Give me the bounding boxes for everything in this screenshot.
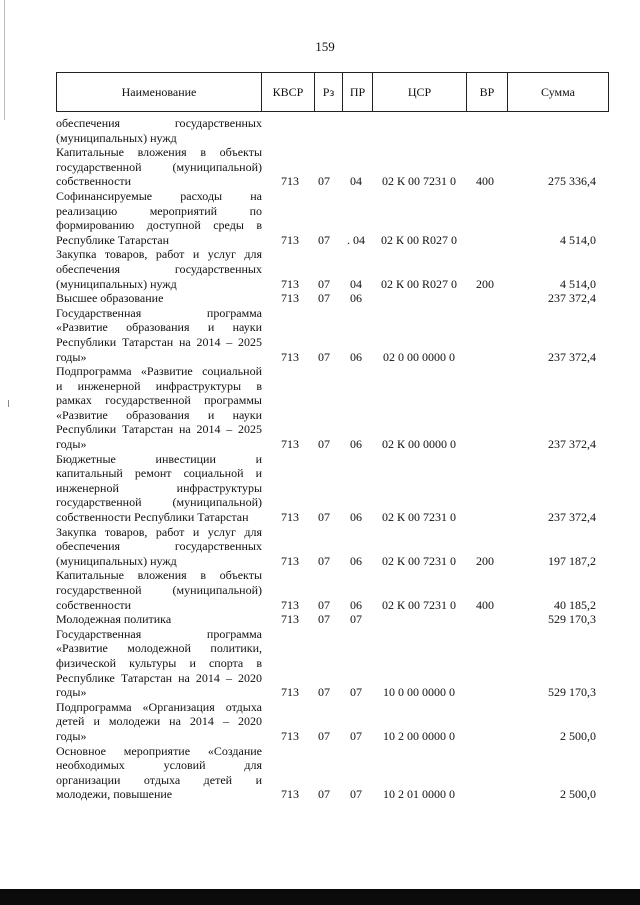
row-name: [56, 525, 262, 569]
header-sum: Сумма: [541, 85, 575, 99]
row-name: [56, 306, 262, 364]
row-name-line: Основное мероприятие «Создание: [56, 743, 262, 758]
cell-vr: 400: [476, 597, 494, 612]
row-name: [56, 145, 262, 189]
row-name: [56, 744, 262, 802]
table-row: [56, 744, 609, 802]
row-name-line: детей и молодежи на 2014 – 2020: [56, 714, 262, 729]
cell-csr: 10 2 00 0000 0: [383, 728, 455, 743]
table-row: [56, 189, 609, 247]
cell-rz: 07: [318, 612, 330, 627]
cell-kvsr: 713: [281, 612, 299, 627]
cell-csr: 02 К 00 R027 0: [380, 276, 457, 291]
row-name-line: необходимых условий для: [56, 758, 262, 773]
cell-kvsr: 713: [281, 787, 299, 802]
header-vr: ВР: [467, 73, 508, 111]
row-name-line: государственной (муниципальной): [56, 159, 262, 174]
table-row: [56, 525, 609, 569]
cell-kvsr: 713: [281, 291, 299, 306]
cell-pr: 06: [350, 437, 362, 452]
cell-rz: 07: [318, 349, 330, 364]
cell-csr: 02 К 00 7231 0: [381, 174, 456, 189]
cell-rz: 07: [318, 510, 330, 525]
cell-sum: 2 500,0: [560, 728, 596, 743]
cell-rz: 07: [318, 232, 330, 247]
row-name: [56, 568, 262, 612]
row-name-line: Закупка товаров, работ и услуг для: [56, 247, 262, 262]
cell-sum: 529 170,3: [548, 685, 596, 700]
cell-kvsr: 713: [281, 728, 299, 743]
row-name: [56, 247, 262, 291]
header-rz: Рз: [315, 73, 343, 111]
row-name-line: государственной (муниципальной): [56, 495, 262, 510]
cell-rz: 07: [318, 276, 330, 291]
row-name-line: государственной (муниципальной): [56, 583, 262, 597]
row-name-line: обеспечения государственных: [56, 116, 262, 130]
cell-kvsr: 713: [281, 437, 299, 452]
scan-margin-line: [4, 0, 5, 120]
cell-sum: 40 185,2: [554, 597, 596, 612]
table-row: [56, 291, 609, 306]
row-name-line: годы»: [56, 437, 87, 452]
row-name-line: «Развитие молодежной политики,: [56, 641, 262, 656]
row-name-line: собственности: [56, 597, 132, 612]
cell-sum: 237 372,4: [548, 291, 596, 306]
cell-sum: 237 372,4: [548, 349, 596, 364]
row-name-line: капитальный ремонт социальной и: [56, 466, 262, 481]
cell-sum: 237 372,4: [548, 510, 596, 525]
cell-pr: 07: [350, 787, 362, 802]
scan-artifact-mark: [8, 400, 9, 407]
row-name-line: Софинансируемые расходы на: [56, 188, 262, 203]
row-name-line: молодежи, повышение: [56, 787, 173, 802]
row-name-line: годы»: [56, 728, 87, 743]
row-name-line: Молодежная политика: [56, 612, 172, 627]
row-name-line: Государственная программа: [56, 626, 262, 641]
row-name-line: реализацию мероприятий по: [56, 203, 262, 218]
cell-rz: 07: [318, 597, 330, 612]
cell-csr: 02 0 00 0000 0: [383, 349, 455, 364]
cell-pr: . 04: [347, 232, 365, 247]
table-row: [56, 247, 609, 291]
row-name-line: (муниципальных) нужд: [56, 553, 177, 568]
row-name-line: Республики Татарстан на 2014 – 2025: [56, 334, 262, 349]
row-name-line: инженерной инфраструктуры: [56, 480, 262, 495]
row-name-line: Республике Татарстан на 2014 – 2020: [56, 670, 262, 685]
row-name-line: собственности Республики Татарстан: [56, 510, 249, 525]
row-name-line: Капитальные вложения в объекты: [56, 568, 262, 583]
row-name-line: формированию доступной среды в: [56, 218, 262, 233]
cell-pr: 06: [350, 349, 362, 364]
cell-pr: 04: [350, 276, 362, 291]
row-name-line: физической культуры и спорта в: [56, 655, 262, 670]
table-body: [56, 116, 609, 802]
table-row: [56, 568, 609, 612]
table-row: [56, 145, 609, 189]
cell-kvsr: 713: [281, 510, 299, 525]
row-name: [56, 189, 262, 247]
row-name-line: Высшее образование: [56, 291, 164, 306]
row-name-line: Республике Татарстан: [56, 232, 170, 247]
row-name-line: (муниципальных) нужд: [56, 276, 177, 291]
cell-rz: 07: [318, 174, 330, 189]
row-name-line: собственности: [56, 174, 132, 189]
cell-pr: 06: [350, 510, 362, 525]
cell-csr: 02 К 00 7231 0: [381, 553, 456, 568]
cell-rz: 07: [318, 685, 330, 700]
cell-sum: 529 170,3: [548, 612, 596, 627]
table-row: [56, 364, 609, 452]
cell-csr: 02 К 00 0000 0: [381, 437, 456, 452]
table-row: [56, 612, 609, 627]
cell-pr: 06: [350, 597, 362, 612]
page-number: 159: [315, 39, 335, 54]
cell-vr: 200: [476, 553, 494, 568]
cell-rz: 07: [318, 291, 330, 306]
header-csr: ЦСР: [373, 73, 467, 111]
table-row: [56, 452, 609, 525]
row-name-line: Подпрограмма «Развитие социальной: [56, 364, 262, 379]
row-name-line: «Развитие образования и науки: [56, 320, 262, 335]
table-row: [56, 306, 609, 364]
row-name-line: «Развитие образования и науки: [56, 407, 262, 422]
row-name-line: Республики Татарстан на 2014 – 2025: [56, 422, 262, 437]
row-name: [56, 452, 262, 525]
row-name: [56, 364, 262, 452]
cell-kvsr: 713: [281, 597, 299, 612]
cell-pr: 06: [350, 291, 362, 306]
cell-rz: 07: [318, 553, 330, 568]
cell-pr: 07: [350, 685, 362, 700]
row-name-line: рамках государственной программы: [56, 393, 262, 408]
cell-sum: 275 336,4: [548, 174, 596, 189]
scan-bottom-edge: [0, 889, 640, 905]
table-row: [56, 116, 609, 145]
row-name-line: Бюджетные инвестиции и: [56, 451, 262, 466]
cell-kvsr: 713: [281, 276, 299, 291]
row-name-line: Подпрограмма «Организация отдыха: [56, 699, 262, 714]
cell-kvsr: 713: [281, 685, 299, 700]
table-row: [56, 700, 609, 744]
cell-kvsr: 713: [281, 349, 299, 364]
row-name-line: обеспечения государственных: [56, 539, 262, 554]
cell-csr: 10 2 01 0000 0: [383, 787, 455, 802]
row-name: [56, 116, 262, 145]
cell-csr: 10 0 00 0000 0: [383, 685, 455, 700]
header-name: Наименование: [57, 73, 262, 111]
cell-kvsr: 713: [281, 232, 299, 247]
cell-vr: 200: [476, 276, 494, 291]
cell-pr: 06: [350, 553, 362, 568]
row-name: [56, 291, 262, 306]
cell-rz: 07: [318, 787, 330, 802]
cell-csr: 02 К 00 7231 0: [381, 510, 456, 525]
row-name-line: (муниципальных) нужд: [56, 130, 177, 145]
table-row: [56, 627, 609, 700]
row-name-line: годы»: [56, 349, 87, 364]
row-name-line: обеспечения государственных: [56, 261, 262, 276]
cell-sum: 237 372,4: [548, 437, 596, 452]
cell-csr: 02 К 00 7231 0: [381, 597, 456, 612]
table-header: [56, 72, 609, 112]
header-kvsr: КВСР: [262, 73, 315, 111]
row-name-line: Закупка товаров, работ и услуг для: [56, 524, 262, 539]
row-name-line: Государственная программа: [56, 305, 262, 320]
cell-sum: 2 500,0: [560, 787, 596, 802]
row-name-line: Капитальные вложения в объекты: [56, 145, 262, 160]
header-pr: ПР: [343, 73, 373, 111]
cell-sum: 4 514,0: [560, 232, 596, 247]
cell-csr: 02 К 00 R027 0: [380, 232, 457, 247]
row-name: [56, 627, 262, 700]
cell-rz: 07: [318, 728, 330, 743]
row-name-line: и инженерной инфраструктуры в: [56, 378, 262, 393]
cell-kvsr: 713: [281, 174, 299, 189]
cell-rz: 07: [318, 437, 330, 452]
cell-vr: 400: [476, 174, 494, 189]
row-name: [56, 612, 262, 627]
cell-sum: 4 514,0: [560, 276, 596, 291]
row-name: [56, 700, 262, 744]
cell-sum: 197 187,2: [548, 553, 596, 568]
cell-pr: 04: [350, 174, 362, 189]
row-name-line: организации отдыха детей и: [56, 772, 262, 787]
row-name-line: годы»: [56, 685, 87, 700]
cell-pr: 07: [350, 728, 362, 743]
cell-kvsr: 713: [281, 553, 299, 568]
cell-pr: 07: [350, 612, 362, 627]
